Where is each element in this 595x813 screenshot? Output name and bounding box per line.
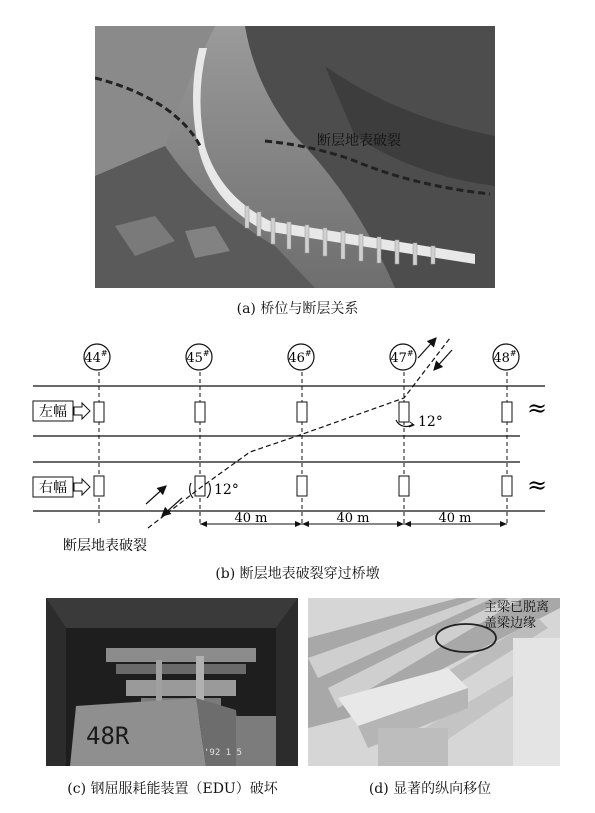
pier-number-48: 48# <box>493 349 517 366</box>
caption-c: (c) 钢屈服耗能装置（EDU）破坏 <box>67 781 278 797</box>
pier-number-46: 46# <box>288 349 312 366</box>
photo-longitudinal-displacement <box>308 598 560 766</box>
slip-arrow-lower-ne <box>146 486 166 504</box>
left-deck-label: 左幅 <box>39 404 67 420</box>
left-deck-arrow <box>74 403 90 419</box>
photo-bridge-fault-aerial <box>95 26 495 288</box>
fault-label-photo: 断层地表破裂 <box>317 133 401 149</box>
pier-column-45-left <box>195 402 205 422</box>
pier-column-47-left <box>399 402 409 422</box>
angle-label-47: 12° <box>418 414 443 430</box>
pier-column-44-right <box>94 476 104 496</box>
angle-label-45: 12° <box>214 482 239 498</box>
approx-symbol-top: ≈ <box>527 394 548 422</box>
annotation-line-1: 主梁已脱离 <box>484 600 550 615</box>
slip-arrow-upper-sw <box>434 350 452 370</box>
pier-column-46-right <box>297 476 307 496</box>
slip-arrow-upper-ne <box>418 338 436 358</box>
photo-edu-damage <box>46 598 298 766</box>
caption-d: (d) 显著的纵向移位 <box>368 781 492 797</box>
span-length-46-47: 40 m <box>336 511 370 526</box>
pier-number-47: 47# <box>390 349 414 366</box>
span-length-45-46: 40 m <box>234 511 268 526</box>
photo-date-stamp: '92 1 5 <box>204 748 242 758</box>
caption-a: (a) 桥位与断层关系 <box>236 301 359 317</box>
pier-column-46-left <box>297 402 307 422</box>
pier-column-47-right <box>399 476 409 496</box>
diagram-fault-crossing-piers <box>0 328 595 566</box>
approx-symbol-bottom: ≈ <box>527 471 548 499</box>
pier-column-48-right <box>502 476 512 496</box>
pier-column-44-left <box>94 402 104 422</box>
rotation-arc-45b <box>207 483 210 498</box>
pier-number-45: 45# <box>186 349 210 366</box>
fault-label-diagram: 断层地表破裂 <box>63 538 147 554</box>
caption-b: (b) 断层地表破裂穿过桥墩 <box>215 566 380 582</box>
right-deck-label: 右幅 <box>39 480 67 496</box>
pier-number-44: 44# <box>84 349 108 366</box>
right-deck-arrow <box>74 479 90 495</box>
pier-column-48-left <box>502 402 512 422</box>
slip-arrow-lower-sw <box>162 498 182 516</box>
pier-mark-48r: 48R <box>86 722 130 750</box>
span-length-47-48: 40 m <box>438 511 472 526</box>
rotation-arc-45 <box>190 483 193 498</box>
annotation-line-2: 盖梁边缘 <box>484 616 537 631</box>
pier-column-45-right <box>195 476 205 496</box>
